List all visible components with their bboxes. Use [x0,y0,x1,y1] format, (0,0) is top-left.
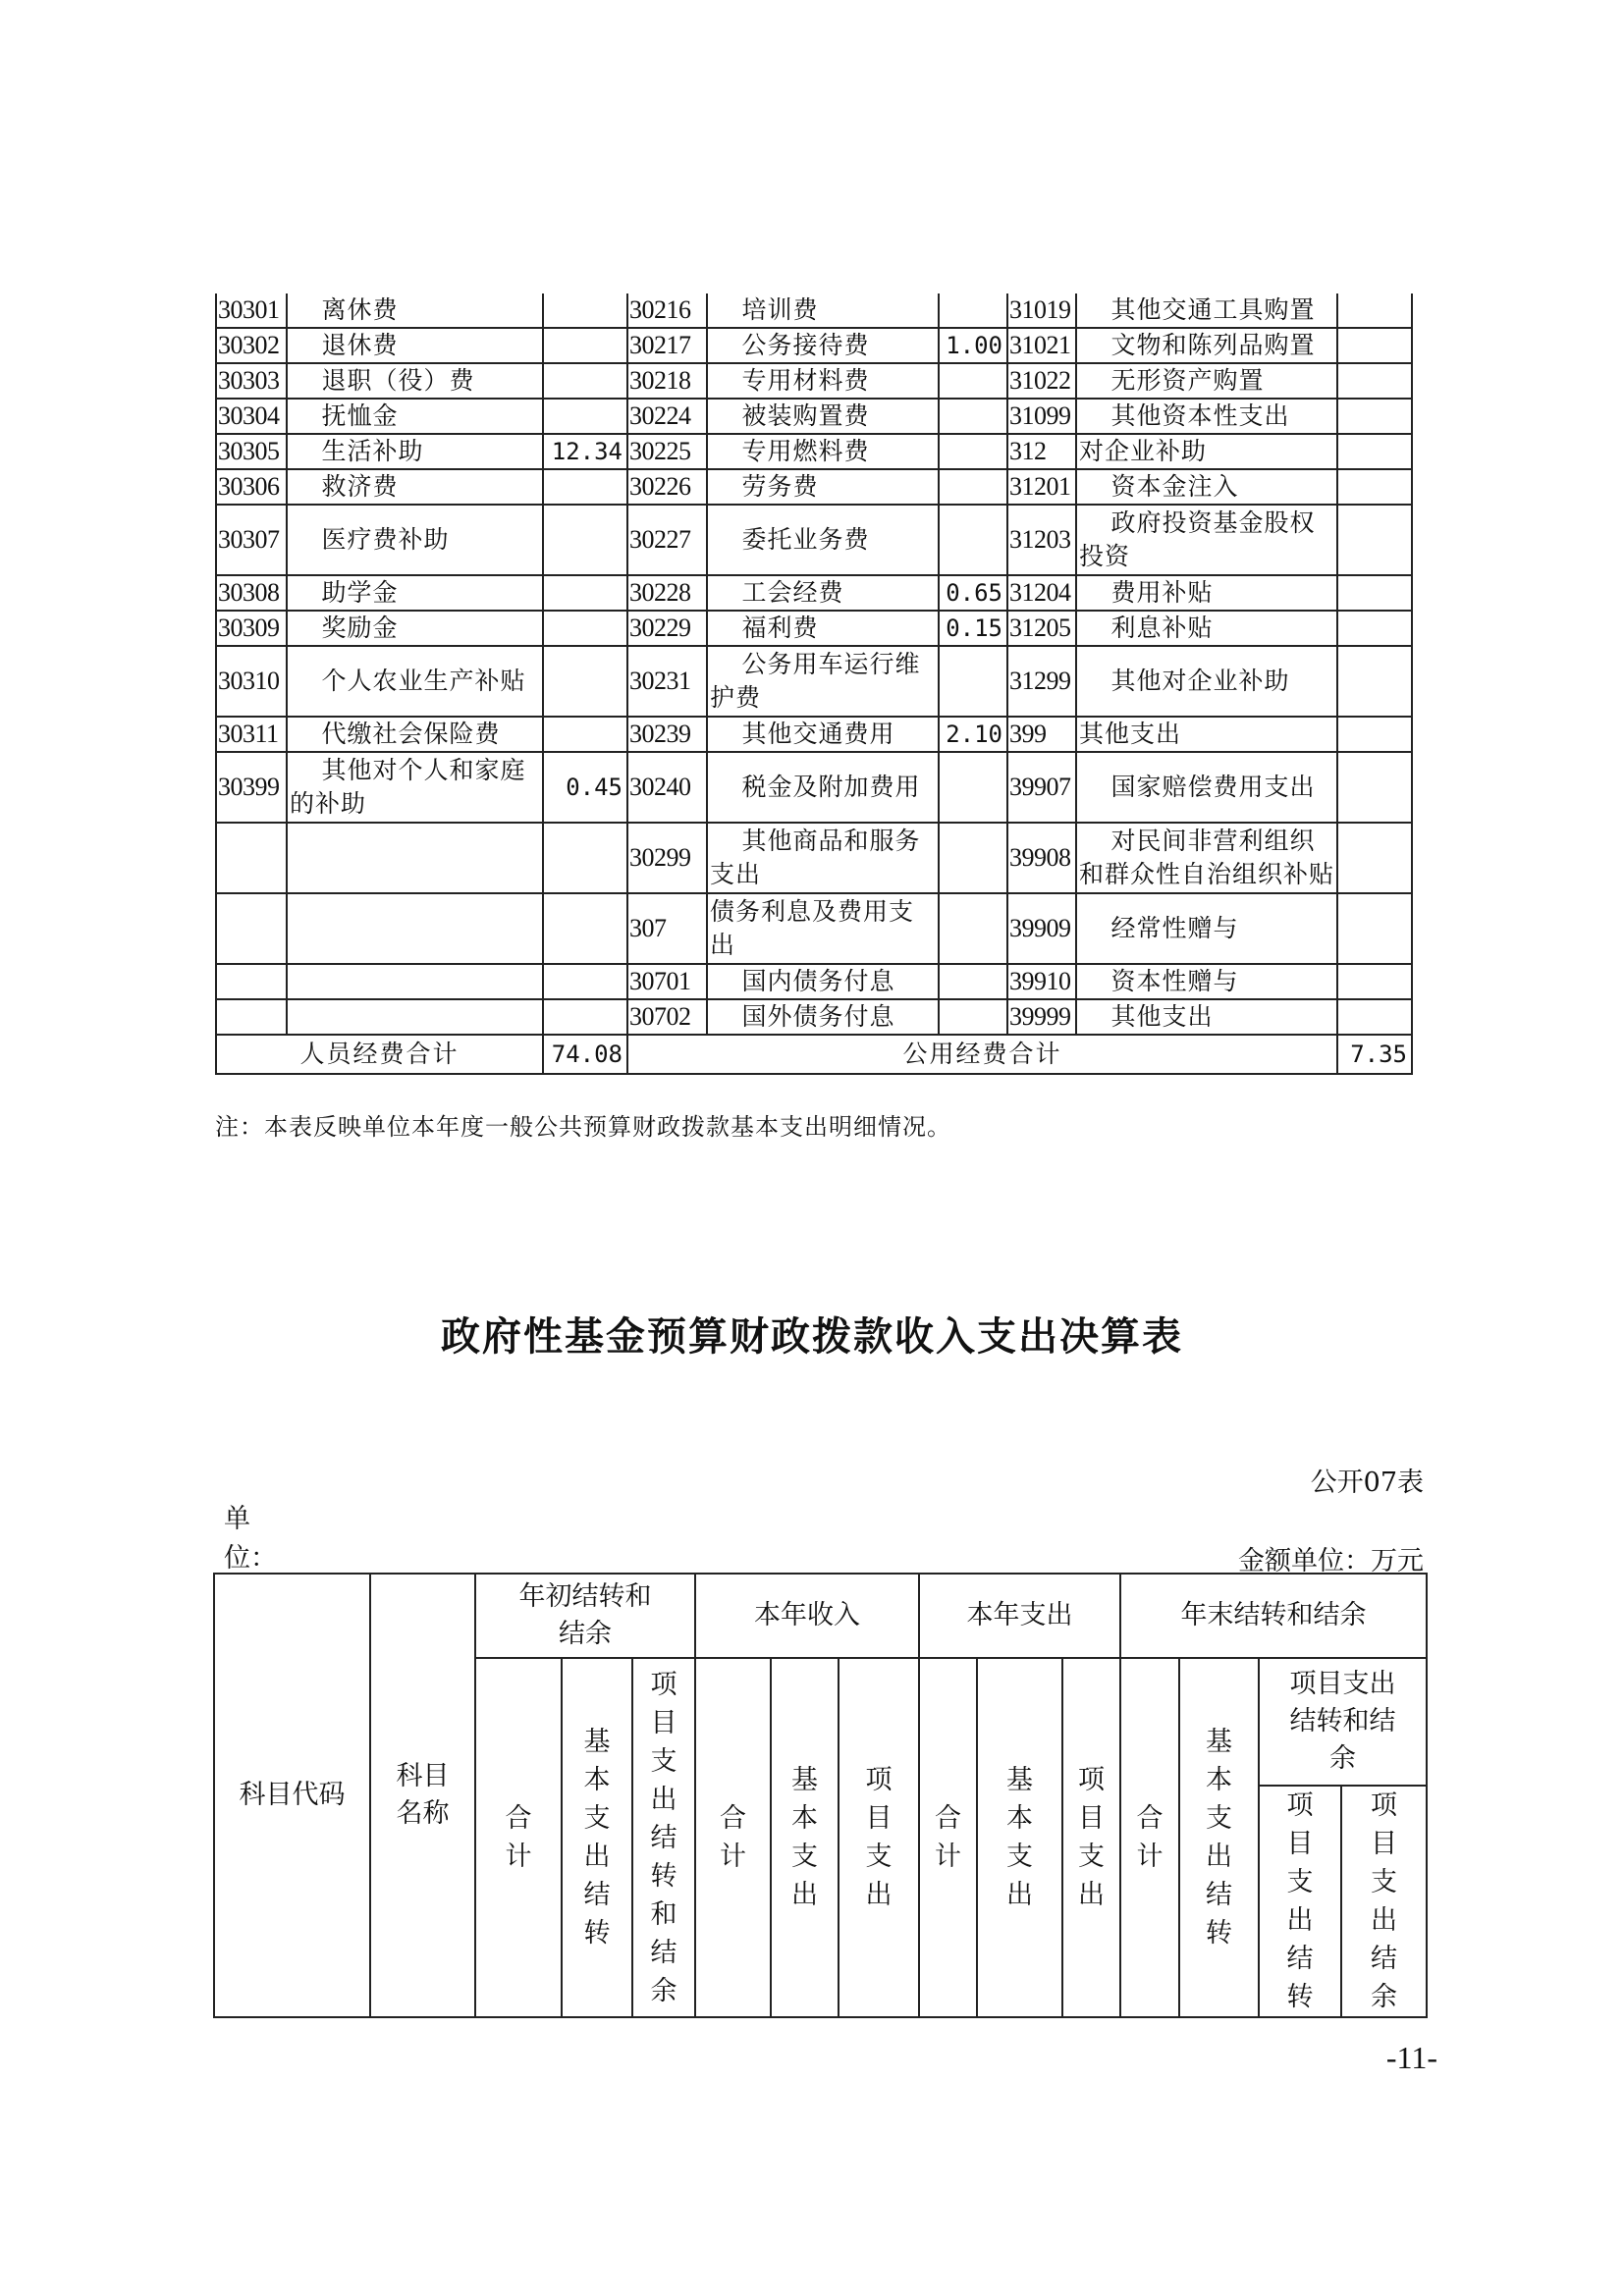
expense-name: 福利费 [707,611,939,646]
expense-amount [543,363,627,399]
expense-code: 30303 [216,363,287,399]
expense-amount [1337,434,1412,469]
expense-amount [1337,611,1412,646]
table-row [216,434,1412,469]
expense-amount [1337,646,1412,717]
header-closing-project-balance: 项目支出结余 [1341,1786,1427,2017]
expense-code: 30218 [627,363,707,399]
expense-code: 31021 [1007,328,1076,363]
header-expense-total: 合计 [919,1658,977,2017]
expense-name: 其他交通费用 [707,717,939,752]
personnel-total-value: 74.08 [543,1035,627,1074]
expense-code: 30311 [216,717,287,752]
expense-name: 其他对个人和家庭的补助 [287,752,543,823]
expense-amount [939,434,1007,469]
expense-code [216,823,287,893]
table-row [216,294,1412,328]
table-number: 公开07表 [1310,1468,1424,1498]
expense-amount [1337,399,1412,434]
header-expense-basic: 基本支出 [977,1658,1062,2017]
expense-name: 其他资本性支出 [1076,399,1337,434]
expense-name: 公务用车运行维护费 [707,646,939,717]
expense-code: 30302 [216,328,287,363]
expense-code: 30305 [216,434,287,469]
gov-fund-budget-table [213,1573,1428,2018]
expense-name: 国外债务付息 [707,999,939,1035]
public-total-label: 公用经费合计 [627,1035,1337,1074]
unit-label: 单位： [224,1504,277,1574]
expense-amount [543,575,627,611]
table-row [216,752,1412,823]
header-closing-total: 合计 [1120,1658,1179,2017]
expense-code: 31019 [1007,294,1076,328]
expense-code [216,964,287,999]
expense-name: 奖励金 [287,611,543,646]
expense-name [287,823,543,893]
expense-code: 30702 [627,999,707,1035]
expense-amount [1337,363,1412,399]
expense-code: 39908 [1007,823,1076,893]
expense-code: 39909 [1007,893,1076,964]
expense-amount [1337,294,1412,328]
expense-amount [939,964,1007,999]
expense-amount: 0.45 [543,752,627,823]
expense-amount [1337,893,1412,964]
expense-amount [939,505,1007,575]
expense-amount: 0.15 [939,611,1007,646]
expense-code: 30308 [216,575,287,611]
expense-amount [1337,575,1412,611]
expense-name: 专用燃料费 [707,434,939,469]
header-expense-project: 项目支出 [1062,1658,1120,2017]
expense-code [216,893,287,964]
expense-name: 救济费 [287,469,543,505]
header-closing-project-carryover: 项目支出结转 [1259,1786,1341,2017]
page-number: -11- [1385,2040,1437,2075]
expense-amount [543,399,627,434]
expense-code: 30299 [627,823,707,893]
expense-name: 国家赔偿费用支出 [1076,752,1337,823]
expense-amount [939,469,1007,505]
expense-name: 公务接待费 [707,328,939,363]
table-row [216,823,1412,893]
expense-name: 抚恤金 [287,399,543,434]
expense-amount [543,646,627,717]
expense-amount [939,646,1007,717]
expense-code: 30399 [216,752,287,823]
expense-code: 30310 [216,646,287,717]
expense-name: 税金及附加费用 [707,752,939,823]
header-opening-balance: 年初结转和结余 [475,1574,695,1658]
totals-row [216,1035,1412,1074]
header-closing-basic-carryover: 基本支出结转 [1179,1658,1259,2017]
expense-code: 30307 [216,505,287,575]
expense-amount [1337,717,1412,752]
expense-name: 委托业务费 [707,505,939,575]
table-row [216,893,1412,964]
expense-amount [1337,999,1412,1035]
expense-amount [543,328,627,363]
expense-name: 资本性赠与 [1076,964,1337,999]
header-current-expense: 本年支出 [919,1574,1120,1658]
expense-code: 30304 [216,399,287,434]
expense-code: 30228 [627,575,707,611]
header-income-total: 合计 [695,1658,771,2017]
table-row [216,399,1412,434]
expense-code: 31205 [1007,611,1076,646]
expense-amount [543,505,627,575]
table-note: 注：本表反映单位本年度一般公共预算财政拨款基本支出明细情况。 [215,1113,951,1141]
expense-amount [1337,328,1412,363]
expense-name: 工会经费 [707,575,939,611]
expense-name: 经常性赠与 [1076,893,1337,964]
expense-amount [1337,823,1412,893]
public-total-value: 7.35 [1337,1035,1412,1074]
expense-code: 39999 [1007,999,1076,1035]
header-closing-balance: 年末结转和结余 [1120,1574,1427,1658]
expense-amount [543,469,627,505]
expense-name: 培训费 [707,294,939,328]
expense-name: 专用材料费 [707,363,939,399]
expense-name: 国内债务付息 [707,964,939,999]
expense-code: 30309 [216,611,287,646]
expense-code: 30225 [627,434,707,469]
expense-code: 31201 [1007,469,1076,505]
expense-code: 31204 [1007,575,1076,611]
expense-amount: 0.65 [939,575,1007,611]
expense-name: 其他对企业补助 [1076,646,1337,717]
table-row [216,469,1412,505]
expense-name: 劳务费 [707,469,939,505]
expense-code: 30227 [627,505,707,575]
expense-amount [543,999,627,1035]
expense-amount: 2.10 [939,717,1007,752]
expense-name: 个人农业生产补贴 [287,646,543,717]
table-row [216,717,1412,752]
expense-name: 资本金注入 [1076,469,1337,505]
expense-amount: 1.00 [939,328,1007,363]
expense-amount [543,717,627,752]
expense-amount [939,399,1007,434]
expense-code: 31022 [1007,363,1076,399]
table-row [216,505,1412,575]
expense-name: 文物和陈列品购置 [1076,328,1337,363]
expense-amount [939,893,1007,964]
expense-name [287,999,543,1035]
expense-code: 30216 [627,294,707,328]
expense-name: 退职（役）费 [287,363,543,399]
expense-name: 对民间非营利组织和群众性自治组织补贴 [1076,823,1337,893]
header-opening-total: 合计 [475,1658,562,2017]
expense-amount [543,294,627,328]
expense-name: 代缴社会保险费 [287,717,543,752]
expense-name: 被装购置费 [707,399,939,434]
expense-name: 其他交通工具购置 [1076,294,1337,328]
expense-amount [1337,469,1412,505]
expense-amount [939,823,1007,893]
expense-code: 30701 [627,964,707,999]
expense-name: 其他支出 [1076,717,1337,752]
basic-expenditure-detail-table [215,294,1413,1075]
money-unit: 金额单位：万元 [1238,1546,1424,1576]
expense-name: 利息补贴 [1076,611,1337,646]
header-subject-code: 科目代码 [214,1574,370,2017]
expense-code: 30226 [627,469,707,505]
header-closing-project-carryover-balance: 项目支出结转和结余 [1259,1658,1427,1786]
expense-amount: 12.34 [543,434,627,469]
expense-name: 无形资产购置 [1076,363,1337,399]
expense-name: 离休费 [287,294,543,328]
expense-name: 助学金 [287,575,543,611]
table-row [216,964,1412,999]
expense-code: 307 [627,893,707,964]
expense-amount [1337,752,1412,823]
personnel-total-label: 人员经费合计 [216,1035,543,1074]
expense-amount [543,893,627,964]
expense-code: 39907 [1007,752,1076,823]
expense-code: 31299 [1007,646,1076,717]
expense-code: 39910 [1007,964,1076,999]
expense-name: 医疗费补助 [287,505,543,575]
expense-code [216,999,287,1035]
expense-name: 债务利息及费用支出 [707,893,939,964]
expense-name: 费用补贴 [1076,575,1337,611]
expense-amount [939,752,1007,823]
expense-code: 30229 [627,611,707,646]
table-row [216,363,1412,399]
table-row [216,646,1412,717]
expense-name: 生活补助 [287,434,543,469]
table-row [216,999,1412,1035]
table-row [216,611,1412,646]
expense-amount [543,823,627,893]
expense-name [287,964,543,999]
header-current-income: 本年收入 [695,1574,919,1658]
expense-code: 30231 [627,646,707,717]
expense-code: 312 [1007,434,1076,469]
expense-amount [543,964,627,999]
expense-code: 399 [1007,717,1076,752]
expense-code: 31203 [1007,505,1076,575]
header-opening-project-carryover-balance: 项目支出结转和结余 [632,1658,695,2017]
expense-code: 31099 [1007,399,1076,434]
expense-code: 30239 [627,717,707,752]
table-row [216,575,1412,611]
expense-amount [1337,505,1412,575]
expense-name: 其他支出 [1076,999,1337,1035]
expense-amount [939,999,1007,1035]
header-opening-basic-carryover: 基本支出结转 [562,1658,632,2017]
expense-name: 退休费 [287,328,543,363]
expense-code: 30240 [627,752,707,823]
page-title: 政府性基金预算财政拨款收入支出决算表 [441,1314,1183,1360]
header-income-basic: 基本支出 [771,1658,839,2017]
header-income-project: 项目支出 [839,1658,919,2017]
header-subject-name: 科目名称 [370,1574,475,2017]
expense-name: 其他商品和服务支出 [707,823,939,893]
expense-code: 30217 [627,328,707,363]
expense-name [287,893,543,964]
expense-name: 政府投资基金股权投资 [1076,505,1337,575]
expense-amount [543,611,627,646]
expense-name: 对企业补助 [1076,434,1337,469]
expense-amount [939,363,1007,399]
expense-code: 30301 [216,294,287,328]
expense-amount [939,294,1007,328]
expense-amount [1337,964,1412,999]
table-row [216,328,1412,363]
expense-code: 30224 [627,399,707,434]
expense-code: 30306 [216,469,287,505]
